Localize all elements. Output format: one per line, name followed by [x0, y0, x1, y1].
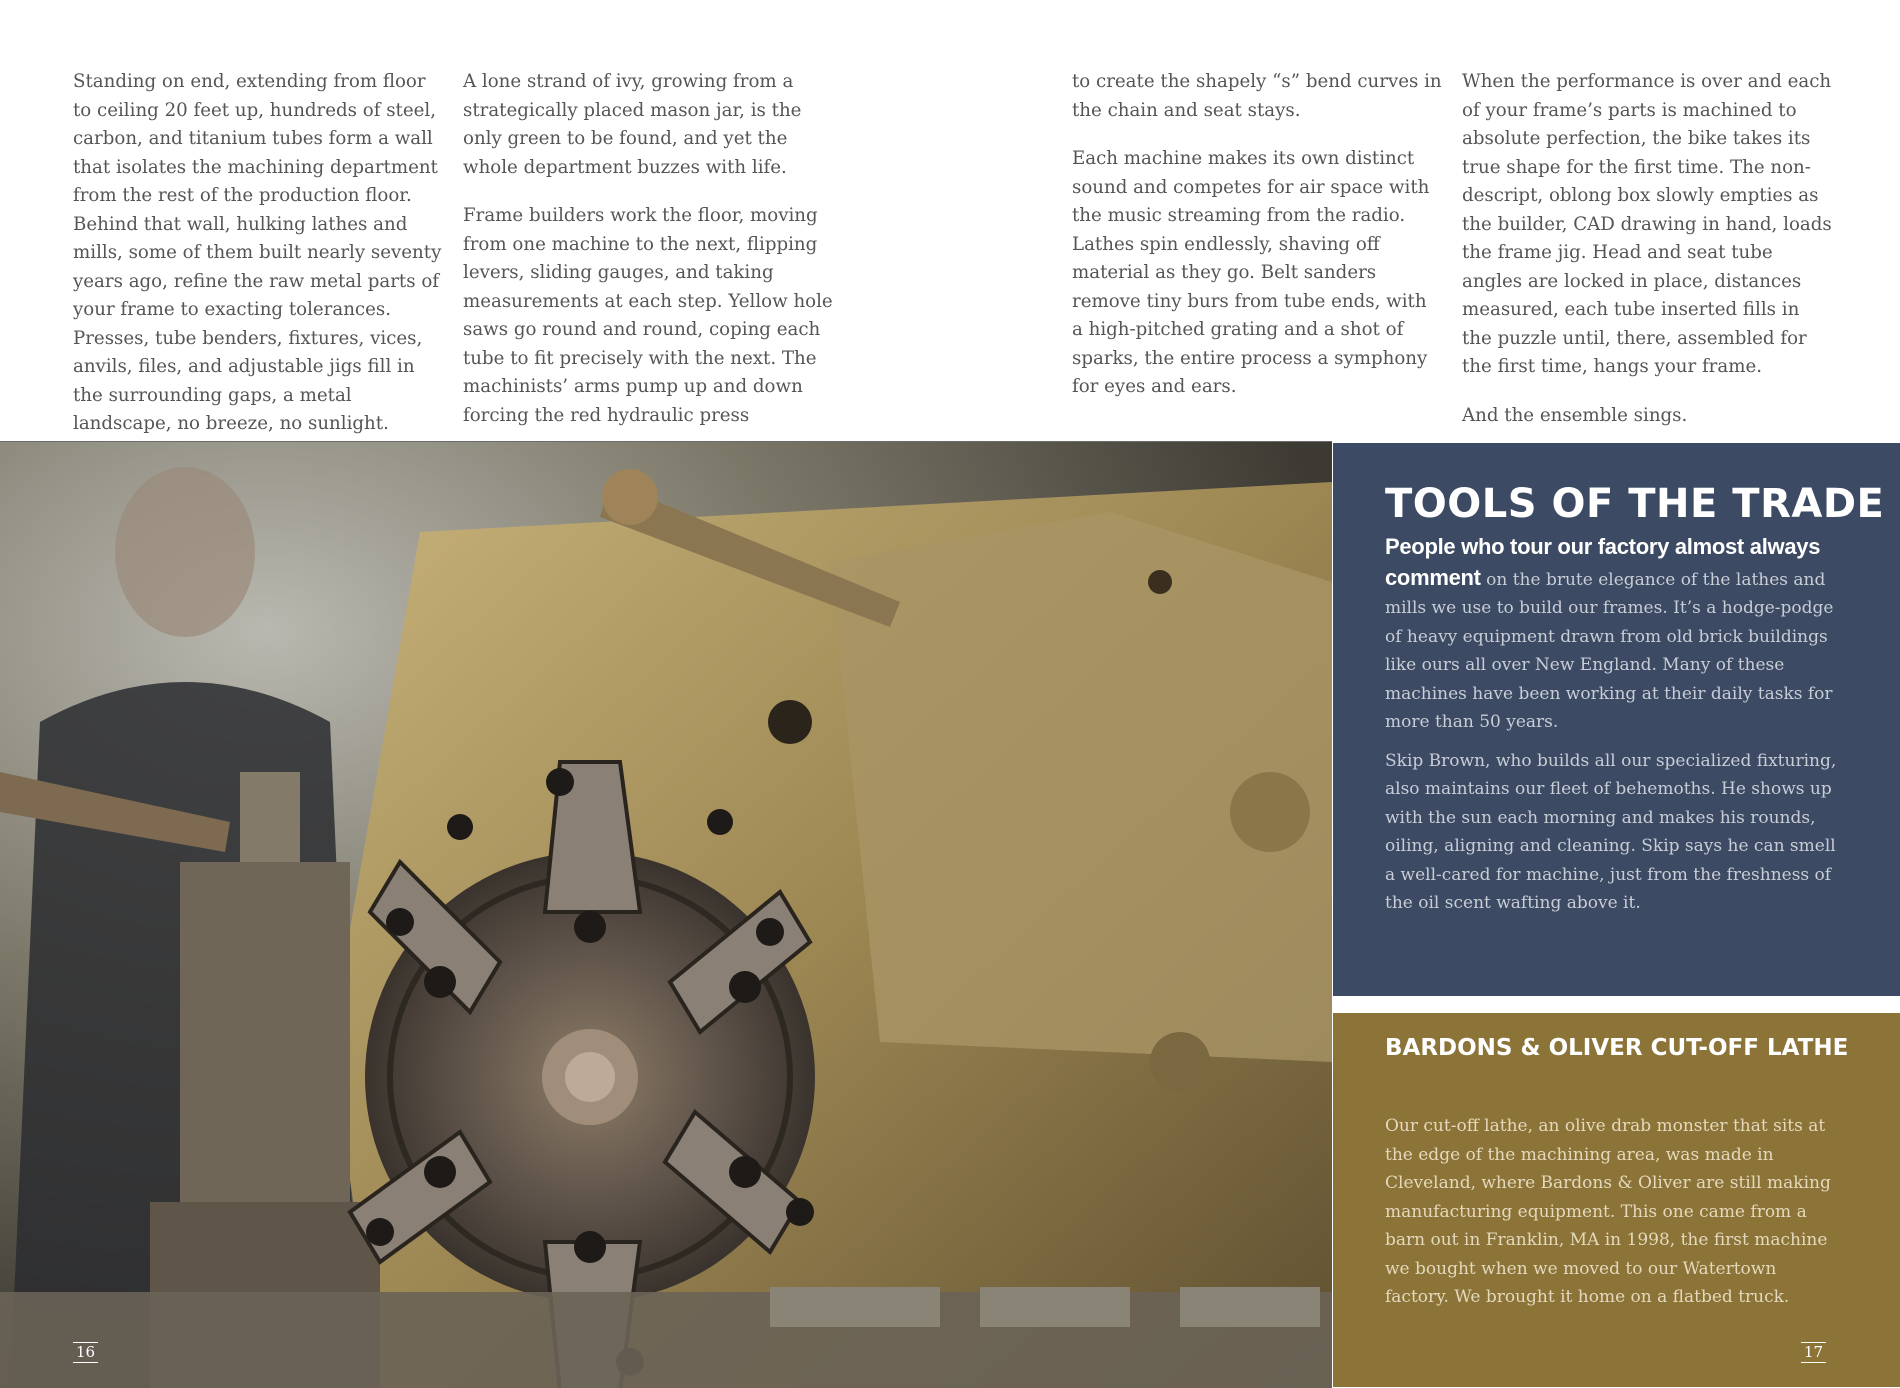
article-column-2	[463, 68, 833, 450]
col4-para-1: When the performance is over and each of your frame’s parts is machined to absolute perfection, the bike takes its true shape for the first time. The non-descript, oblong box slowly empties as the builder, CAD drawing in hand, loads the frame jig. Head and seat tube angles are locked in place, distances measured, each tube inserted fills in the puzzle until, there, assembled for the first time, hangs your frame.	[1462, 71, 1832, 377]
col1-para-1: Standing on end, extending from floor to ceiling 20 feet up, hundreds of steel, carbon, and titanium tubes form a wall that isolates the machining department from the rest of the production floor. Behind that wall, hulking lathes and mills, some of them built nearly seventy years ago, refine the raw metal parts of your frame to exacting tolerances. Presses, tube benders, fixtures, vices, anvils, files, and adjustable jigs fill in the surrounding gaps, a metal landscape, no breeze, no sunlight.	[73, 71, 442, 434]
col4-para-2: And the ensemble sings.	[1462, 404, 1688, 426]
tools-para-1-rest: on the brute elegance of the lathes and mills we use to build our frames. It’s a hodge-podge of heavy equipment drawn from old brick buildings like ours all over New England. Many of these machines have been working at their daily tasks for more than 50 years.	[1385, 569, 1834, 732]
tools-body	[1385, 533, 1840, 928]
tools-title: TOOLS OF THE TRADE	[1385, 481, 1885, 527]
tools-lead: People who tour our factory almost always comment	[1385, 534, 1821, 590]
tools-panel	[1333, 443, 1900, 996]
tools-para-2: Skip Brown, who builds all our specialized fixturing, also maintains our fleet of behemoths. He shows up with the sun each morning and makes his rounds, oiling, aligning and cleaning. Skip says he can smell a well-cared for machine, just from the freshness of the oil scent wafting above it.	[1385, 750, 1837, 913]
col2-para-2: Frame builders work the floor, moving from one machine to the next, flipping levers, sliding gauges, and taking measurements at each step. Yellow hole saws go round and round, coping each tube to fit precisely with the next. The machinists’ arms pump up and down forcing the red hydraulic press	[463, 205, 833, 426]
col3-para-2: Each machine makes its own distinct sound and competes for air space with the music streaming from the radio. Lathes spin endlessly, shaving off material as they go. Belt sanders remove tiny burs from tube ends, with a high-pitched grating and a shot of sparks, the entire process a symphony for eyes and ears.	[1072, 148, 1430, 397]
page-number-left: 16	[73, 1342, 98, 1363]
lathe-illustration	[0, 442, 1332, 1388]
lathe-panel	[1333, 1013, 1900, 1387]
article-column-3	[1072, 68, 1442, 422]
article-column-4	[1462, 68, 1832, 450]
col3-para-1: to create the shapely “s” bend curves in the chain and seat stays.	[1072, 71, 1442, 121]
page-number-right: 17	[1801, 1342, 1826, 1363]
article-column-1	[73, 68, 443, 459]
col2-para-1: A lone strand of ivy, growing from a strategically placed mason jar, is the only green to be found, and yet the whole department buzzes with life.	[463, 71, 802, 178]
lathe-title: BARDONS & OLIVER CUT-OFF LATHE	[1385, 1035, 1849, 1061]
lathe-photo	[0, 441, 1332, 1388]
tools-para-1	[1385, 533, 1840, 737]
lathe-body: Our cut-off lathe, an olive drab monster that sits at the edge of the machining area, was made in Cleveland, where Bardons & Oliver are still making manufacturing equipment. This one came from a barn out in Franklin, MA in 1998, the first machine we bought when we moved to our Watertown factory. We brought it home on a flatbed truck.	[1385, 1116, 1831, 1307]
